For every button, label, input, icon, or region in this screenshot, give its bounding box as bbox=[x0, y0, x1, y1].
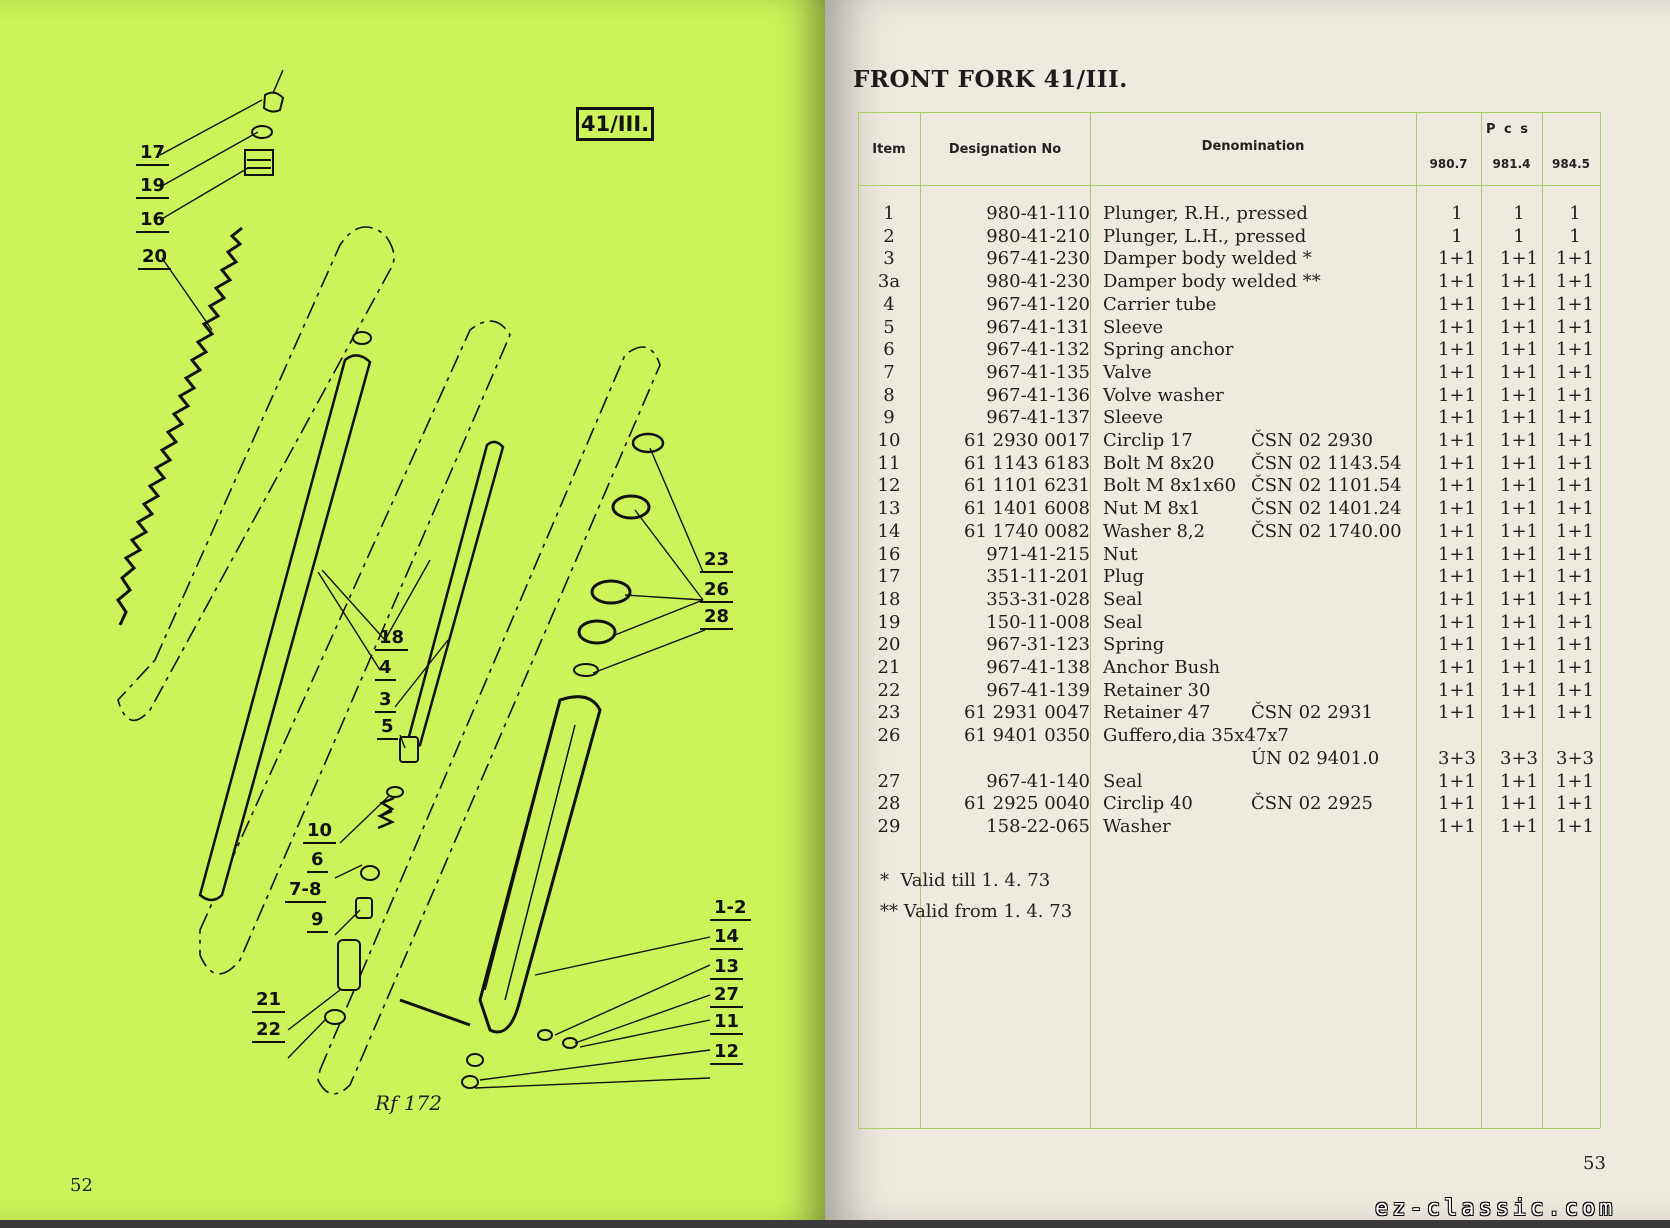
cell-pcs-2: 1+1 bbox=[1500, 271, 1538, 293]
cell-item: 18 bbox=[877, 588, 901, 610]
seal-part bbox=[252, 126, 272, 138]
cell-pcs-3: 1+1 bbox=[1556, 679, 1594, 701]
cell-designation: 61 9401 0350 bbox=[964, 725, 1090, 747]
cell-designation: 967-41-136 bbox=[986, 384, 1090, 406]
cell-denomination: Damper body welded * bbox=[1103, 248, 1312, 270]
callout-12: 12 bbox=[710, 1042, 743, 1065]
header-item: Item bbox=[872, 142, 906, 157]
cell-pcs-2: 1+1 bbox=[1500, 452, 1538, 474]
cell-pcs-1: 1+1 bbox=[1438, 793, 1476, 815]
cell-pcs-1: 1+1 bbox=[1438, 430, 1476, 451]
signature: Rf 172 bbox=[375, 1091, 442, 1115]
table-row bbox=[858, 407, 1600, 429]
cell-item: 10 bbox=[877, 430, 901, 451]
cell-designation: 967-41-131 bbox=[986, 316, 1090, 338]
cell-denomination: Valve bbox=[1103, 361, 1152, 383]
cell-designation: 980-41-110 bbox=[986, 203, 1090, 224]
callout-18: 18 bbox=[375, 628, 408, 651]
cell-pcs-3: 1 bbox=[1569, 225, 1581, 247]
callout-13: 13 bbox=[710, 957, 743, 980]
cell-designation: 150-11-008 bbox=[986, 611, 1090, 633]
cell-pcs-2: 1+1 bbox=[1500, 815, 1538, 837]
callout-14: 14 bbox=[710, 927, 743, 950]
cell-pcs-3: 1+1 bbox=[1556, 248, 1594, 270]
cell-pcs-1: 1+1 bbox=[1438, 271, 1476, 293]
cell-pcs-2: 1+1 bbox=[1500, 657, 1538, 678]
callout-26: 26 bbox=[700, 580, 733, 603]
cell-item: 29 bbox=[877, 815, 901, 837]
callout-10: 10 bbox=[303, 821, 336, 844]
cell-pcs-1: 1+1 bbox=[1438, 384, 1476, 406]
cell-pcs-3: 1+1 bbox=[1556, 815, 1594, 837]
callout-9: 9 bbox=[307, 910, 328, 933]
cell-pcs-2: 1+1 bbox=[1500, 339, 1538, 361]
table-row bbox=[858, 748, 1600, 770]
table-row bbox=[858, 271, 1600, 293]
table-row bbox=[858, 544, 1600, 566]
cell-denomination: Guffero,dia 35x47x7 bbox=[1103, 725, 1289, 747]
cell-pcs-1: 1 bbox=[1451, 225, 1463, 247]
cell-denomination: Seal bbox=[1103, 611, 1143, 633]
cell-designation: 967-31-123 bbox=[986, 634, 1090, 656]
cell-standard: ČSN 02 2925 bbox=[1251, 793, 1374, 815]
cell-denomination: Washer bbox=[1103, 815, 1171, 837]
cell-pcs-1: 1+1 bbox=[1438, 588, 1476, 610]
callout-21: 21 bbox=[252, 990, 285, 1013]
cell-standard: ČSN 02 1101.54 bbox=[1251, 475, 1402, 497]
cell-pcs-3: 1+1 bbox=[1556, 611, 1594, 633]
header-pcs: P c s bbox=[1485, 122, 1531, 137]
cell-pcs-3: 1+1 bbox=[1556, 271, 1594, 293]
cell-designation: 967-41-135 bbox=[986, 361, 1090, 383]
callout-23: 23 bbox=[700, 550, 733, 573]
footnote-valid-from: ** Valid from 1. 4. 73 bbox=[880, 901, 1073, 922]
cell-denomination: Circlip 40 bbox=[1103, 793, 1193, 815]
cell-pcs-2: 1+1 bbox=[1500, 520, 1538, 542]
cell-item: 4 bbox=[883, 293, 895, 315]
cell-pcs-1: 3+3 bbox=[1438, 747, 1476, 769]
header-model-2: 981.4 bbox=[1492, 157, 1531, 171]
cell-denomination: Nut M 8x1 bbox=[1103, 498, 1201, 520]
cell-pcs-3: 1+1 bbox=[1556, 566, 1594, 588]
cell-pcs-2: 1+1 bbox=[1500, 475, 1538, 497]
cell-pcs-3: 1+1 bbox=[1556, 475, 1594, 497]
cell-item: 26 bbox=[877, 725, 901, 747]
cell-designation: 967-41-132 bbox=[986, 339, 1090, 361]
cell-denomination: Bolt M 8x20 bbox=[1103, 452, 1215, 474]
header-model-1: 980.7 bbox=[1429, 157, 1468, 171]
cell-item: 22 bbox=[877, 679, 901, 701]
cell-pcs-3: 1+1 bbox=[1556, 316, 1594, 338]
table-row bbox=[858, 634, 1600, 656]
cell-denomination: Nut bbox=[1103, 543, 1138, 565]
cell-designation: 967-41-230 bbox=[986, 248, 1090, 270]
callout-1-2: 1-2 bbox=[710, 898, 751, 921]
cell-designation: 967-41-120 bbox=[986, 293, 1090, 315]
callout-4: 4 bbox=[375, 658, 396, 681]
cell-pcs-2: 1+1 bbox=[1500, 611, 1538, 633]
cell-pcs-1: 1+1 bbox=[1438, 543, 1476, 565]
cell-standard: ČSN 02 1143.54 bbox=[1251, 452, 1402, 474]
cell-pcs-1: 1+1 bbox=[1438, 611, 1476, 633]
cell-designation: 351-11-201 bbox=[986, 566, 1090, 588]
table-row bbox=[858, 385, 1600, 407]
cell-item: 8 bbox=[883, 384, 895, 406]
cell-designation: 967-41-139 bbox=[986, 679, 1090, 701]
header-designation: Designation No bbox=[948, 142, 1062, 157]
cell-pcs-1: 1+1 bbox=[1438, 475, 1476, 497]
cell-item: 3 bbox=[883, 248, 895, 270]
cell-pcs-3: 1+1 bbox=[1556, 407, 1594, 429]
cell-pcs-2: 1+1 bbox=[1500, 770, 1538, 792]
callout-28: 28 bbox=[700, 607, 733, 630]
callout-11: 11 bbox=[710, 1012, 743, 1035]
cell-pcs-1: 1+1 bbox=[1438, 566, 1476, 588]
table-row bbox=[858, 498, 1600, 520]
cell-item: 19 bbox=[877, 611, 901, 633]
cell-denomination: Washer 8,2 bbox=[1103, 520, 1206, 542]
cell-denomination: Spring bbox=[1103, 634, 1165, 656]
cell-item: 21 bbox=[877, 657, 901, 678]
table-row bbox=[858, 793, 1600, 815]
cell-designation: 61 1101 6231 bbox=[964, 475, 1090, 497]
cell-pcs-3: 1+1 bbox=[1556, 702, 1594, 724]
cell-designation: 158-22-065 bbox=[986, 815, 1090, 837]
header-denomination: Denomination bbox=[1201, 139, 1305, 154]
cell-designation: 353-31-028 bbox=[986, 588, 1090, 610]
cell-standard: ČSN 02 1740.00 bbox=[1251, 520, 1402, 542]
table-row bbox=[858, 362, 1600, 384]
cell-denomination: Circlip 17 bbox=[1103, 430, 1193, 451]
cell-pcs-1: 1+1 bbox=[1438, 339, 1476, 361]
cell-item: 3a bbox=[877, 271, 901, 293]
cell-item: 11 bbox=[877, 452, 901, 474]
callout-6: 6 bbox=[307, 850, 328, 873]
cell-pcs-2: 1+1 bbox=[1500, 793, 1538, 815]
table-row bbox=[858, 566, 1600, 588]
cell-item: 16 bbox=[877, 543, 901, 565]
cell-pcs-1: 1+1 bbox=[1438, 702, 1476, 724]
cell-pcs-1: 1 bbox=[1451, 203, 1463, 224]
carrier-tube-part bbox=[200, 355, 370, 900]
cell-pcs-3: 1+1 bbox=[1556, 452, 1594, 474]
cell-pcs-3: 1+1 bbox=[1556, 361, 1594, 383]
cell-pcs-3: 1+1 bbox=[1556, 430, 1594, 451]
cell-pcs-1: 1+1 bbox=[1438, 520, 1476, 542]
cell-pcs-3: 1+1 bbox=[1556, 634, 1594, 656]
cell-designation: 980-41-210 bbox=[986, 225, 1090, 247]
cell-item: 1 bbox=[883, 203, 895, 224]
cell-pcs-2: 1+1 bbox=[1500, 588, 1538, 610]
cell-pcs-1: 1+1 bbox=[1438, 293, 1476, 315]
cell-designation: 967-41-140 bbox=[986, 770, 1090, 792]
figure-label: 41/III. bbox=[576, 107, 654, 141]
callout-19: 19 bbox=[136, 176, 169, 199]
cell-pcs-2: 1+1 bbox=[1500, 702, 1538, 724]
callout-5: 5 bbox=[377, 717, 398, 740]
cell-pcs-2: 1+1 bbox=[1500, 248, 1538, 270]
table-row bbox=[858, 589, 1600, 611]
cell-denomination: Retainer 47 bbox=[1103, 702, 1211, 724]
cell-item: 28 bbox=[877, 793, 901, 815]
plug-part bbox=[264, 93, 283, 112]
cell-denomination: Retainer 30 bbox=[1103, 679, 1211, 701]
cell-denomination: Bolt M 8x1x60 bbox=[1103, 475, 1237, 497]
watermark: ez-classic.com bbox=[1375, 1196, 1617, 1221]
table-row bbox=[858, 680, 1600, 702]
cell-pcs-1: 1+1 bbox=[1438, 407, 1476, 429]
cell-item: 17 bbox=[877, 566, 901, 588]
cell-item: 20 bbox=[877, 634, 901, 656]
cell-designation: 61 1143 6183 bbox=[964, 452, 1090, 474]
cell-item: 23 bbox=[877, 702, 901, 724]
header-model-3: 984.5 bbox=[1552, 157, 1590, 171]
table-row bbox=[858, 430, 1600, 452]
cell-item: 27 bbox=[877, 770, 901, 792]
cell-pcs-3: 1+1 bbox=[1556, 543, 1594, 565]
cell-pcs-2: 1+1 bbox=[1500, 679, 1538, 701]
cell-denomination: Seal bbox=[1103, 588, 1143, 610]
cell-pcs-3: 1+1 bbox=[1556, 339, 1594, 361]
cell-denomination: Anchor Bush bbox=[1103, 657, 1221, 678]
footnote-valid-till: * Valid till 1. 4. 73 bbox=[880, 870, 1051, 891]
table-row bbox=[858, 453, 1600, 475]
page-number-left: 52 bbox=[70, 1175, 93, 1196]
cell-pcs-1: 1+1 bbox=[1438, 815, 1476, 837]
cell-pcs-3: 1+1 bbox=[1556, 770, 1594, 792]
cell-item: 14 bbox=[877, 520, 901, 542]
cell-pcs-1: 1+1 bbox=[1438, 770, 1476, 792]
table-row bbox=[858, 521, 1600, 543]
cell-pcs-1: 1+1 bbox=[1438, 452, 1476, 474]
callout-17: 17 bbox=[136, 143, 169, 166]
cell-pcs-2: 1+1 bbox=[1500, 566, 1538, 588]
cell-pcs-2: 1 bbox=[1513, 203, 1525, 224]
cell-pcs-2: 1+1 bbox=[1500, 407, 1538, 429]
cell-pcs-2: 1+1 bbox=[1500, 361, 1538, 383]
cell-item: 5 bbox=[883, 316, 895, 338]
page-title: FRONT FORK 41/III. bbox=[853, 66, 1128, 93]
cell-pcs-3: 1+1 bbox=[1556, 520, 1594, 542]
damper-tube-part bbox=[407, 442, 503, 747]
cell-denomination: Plunger, L.H., pressed bbox=[1103, 225, 1307, 247]
cell-item: 2 bbox=[883, 225, 895, 247]
table-row bbox=[858, 725, 1600, 747]
cell-designation: 61 2931 0047 bbox=[964, 702, 1090, 724]
callout-7-8: 7-8 bbox=[285, 880, 326, 903]
nut-part bbox=[245, 150, 273, 175]
table-row bbox=[858, 816, 1600, 838]
cell-standard: ČSN 02 1401.24 bbox=[1251, 498, 1402, 520]
cell-pcs-1: 1+1 bbox=[1438, 634, 1476, 656]
table-row bbox=[858, 475, 1600, 497]
callout-16: 16 bbox=[136, 210, 169, 233]
table-row bbox=[858, 248, 1600, 270]
spring-part bbox=[118, 228, 242, 625]
cell-denomination: Sleeve bbox=[1103, 316, 1164, 338]
cell-denomination: Plunger, R.H., pressed bbox=[1103, 203, 1308, 224]
cell-designation: 61 1401 6008 bbox=[964, 498, 1090, 520]
table-row bbox=[858, 702, 1600, 724]
cell-designation: 61 2925 0040 bbox=[964, 793, 1090, 815]
cell-standard: ÚN 02 9401.0 bbox=[1251, 747, 1380, 769]
cell-pcs-2: 1+1 bbox=[1500, 543, 1538, 565]
cell-pcs-2: 1+1 bbox=[1500, 316, 1538, 338]
cell-pcs-3: 1+1 bbox=[1556, 588, 1594, 610]
cell-pcs-1: 1+1 bbox=[1438, 316, 1476, 338]
callout-20: 20 bbox=[138, 247, 171, 270]
cell-pcs-1: 1+1 bbox=[1438, 657, 1476, 678]
cell-pcs-2: 1 bbox=[1513, 225, 1525, 247]
cell-pcs-3: 1+1 bbox=[1556, 657, 1594, 678]
cell-denomination: Carrier tube bbox=[1103, 293, 1217, 315]
cell-pcs-3: 1+1 bbox=[1556, 498, 1594, 520]
cell-pcs-3: 1+1 bbox=[1556, 293, 1594, 315]
cell-item: 7 bbox=[883, 361, 895, 383]
table-row bbox=[858, 339, 1600, 361]
cell-pcs-2: 1+1 bbox=[1500, 293, 1538, 315]
cell-pcs-1: 1+1 bbox=[1438, 498, 1476, 520]
cell-denomination: Damper body welded ** bbox=[1103, 271, 1321, 293]
cell-designation: 967-41-137 bbox=[986, 407, 1090, 429]
cell-denomination: Seal bbox=[1103, 770, 1143, 792]
cell-denomination: Volve washer bbox=[1103, 384, 1224, 406]
table-row bbox=[858, 657, 1600, 679]
callout-3: 3 bbox=[375, 690, 396, 713]
page-number-right: 53 bbox=[1583, 1153, 1606, 1174]
cell-pcs-3: 1+1 bbox=[1556, 384, 1594, 406]
table-row bbox=[858, 226, 1600, 248]
cell-pcs-2: 1+1 bbox=[1500, 384, 1538, 406]
cell-pcs-2: 1+1 bbox=[1500, 430, 1538, 451]
cell-item: 6 bbox=[883, 339, 895, 361]
table-row bbox=[858, 317, 1600, 339]
cell-item: 12 bbox=[877, 475, 901, 497]
cell-designation: 61 2930 0017 bbox=[964, 430, 1090, 451]
cell-item: 13 bbox=[877, 498, 901, 520]
cell-pcs-2: 1+1 bbox=[1500, 498, 1538, 520]
cell-pcs-2: 1+1 bbox=[1500, 634, 1538, 656]
cell-designation: 980-41-230 bbox=[986, 271, 1090, 293]
table-row bbox=[858, 294, 1600, 316]
cell-pcs-1: 1+1 bbox=[1438, 361, 1476, 383]
cell-designation: 967-41-138 bbox=[986, 657, 1090, 678]
callout-22: 22 bbox=[252, 1020, 285, 1043]
cell-denomination: Sleeve bbox=[1103, 407, 1164, 429]
cell-standard: ČSN 02 2931 bbox=[1251, 702, 1374, 724]
cell-pcs-3: 3+3 bbox=[1556, 747, 1594, 769]
cell-standard: ČSN 02 2930 bbox=[1251, 430, 1374, 451]
callout-27: 27 bbox=[710, 985, 743, 1008]
cell-designation: 61 1740 0082 bbox=[964, 520, 1090, 542]
table-row bbox=[858, 771, 1600, 793]
cell-pcs-1: 1+1 bbox=[1438, 679, 1476, 701]
table-row bbox=[858, 612, 1600, 634]
cell-denomination: Spring anchor bbox=[1103, 339, 1234, 361]
cell-designation: 971-41-215 bbox=[986, 543, 1090, 565]
cell-pcs-1: 1+1 bbox=[1438, 248, 1476, 270]
cell-pcs-2: 3+3 bbox=[1500, 747, 1538, 769]
table-row bbox=[858, 203, 1600, 225]
cell-denomination: Plug bbox=[1103, 566, 1144, 588]
cell-pcs-3: 1 bbox=[1569, 203, 1581, 224]
cell-pcs-3: 1+1 bbox=[1556, 793, 1594, 815]
cell-item: 9 bbox=[883, 407, 895, 429]
